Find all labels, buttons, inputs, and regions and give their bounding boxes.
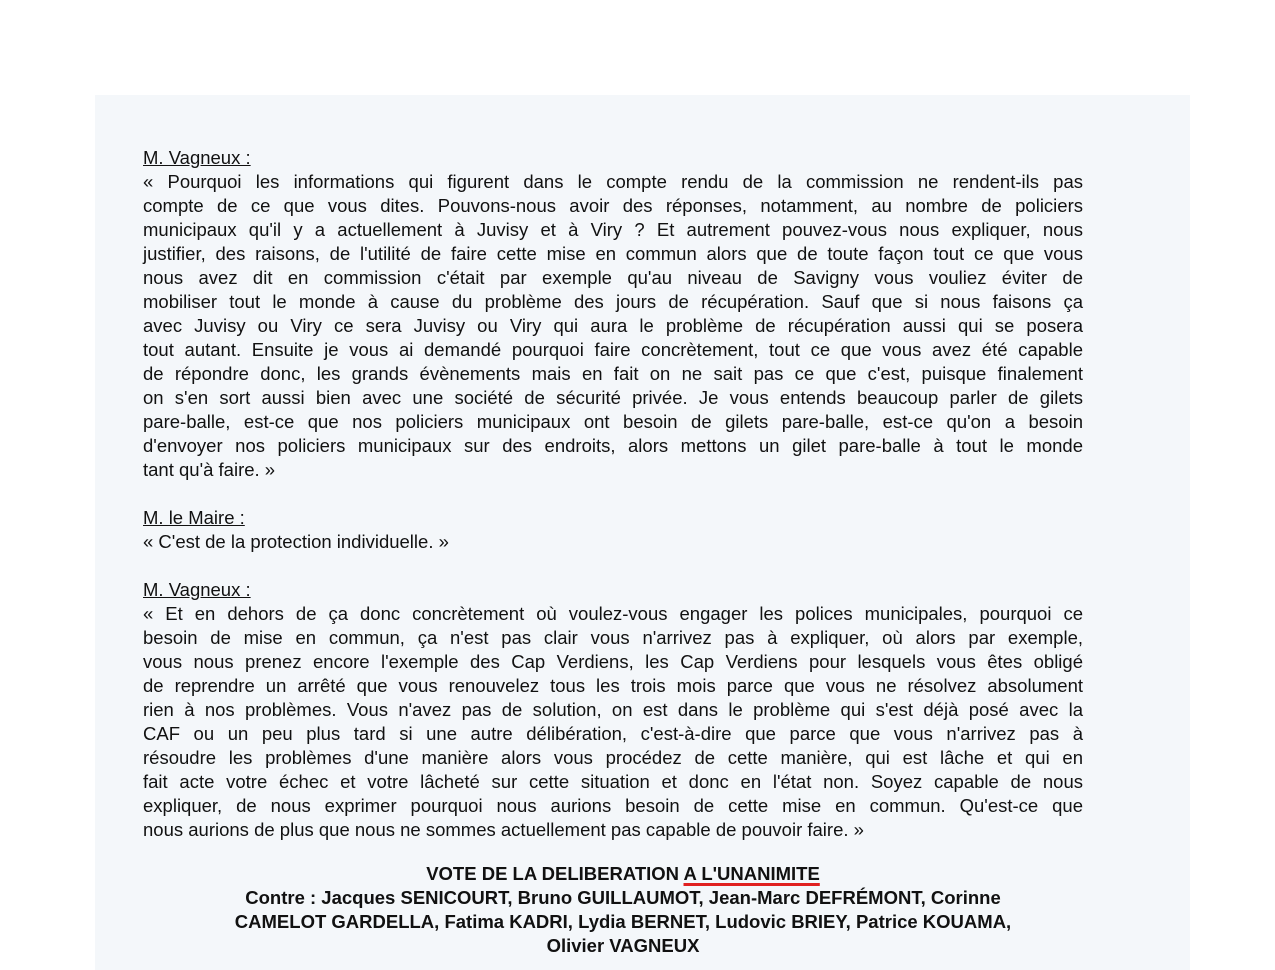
speech-line: fait acte votre échec et votre lâcheté sur cette situation et donc en l'état non. Soyez capable de nous xyxy=(143,771,1083,792)
speech-line: « Pourquoi les informations qui figurent dans le compte rendu de la commission ne rendent-ils pas xyxy=(143,171,1083,192)
document-body xyxy=(143,146,1083,842)
speaker-label: M. Vagneux : xyxy=(143,147,251,168)
vote-against-line: Olivier VAGNEUX xyxy=(546,935,700,956)
speech-line: « Et en dehors de ça donc concrètement où voulez-vous engager les polices municipales, pourquoi ce xyxy=(143,603,1083,624)
speech-line: expliquer, de nous exprimer pourquoi nous aurions besoin de cette mise en commun. Qu'est-ce que xyxy=(143,795,1083,816)
speech-line: tout autant. Ensuite je vous ai demandé pourquoi faire concrètement, tout ce que vous avez été capable xyxy=(143,339,1083,360)
speaker-label: M. le Maire : xyxy=(143,507,245,528)
paragraph-gap xyxy=(143,482,1083,506)
paragraph-gap xyxy=(143,554,1083,578)
speech-line: municipaux qu'il y a actuellement à Juvisy et à Viry ? Et autrement pouvez-vous nous expliquer, nous xyxy=(143,219,1083,240)
speech-line: de répondre donc, les grands évènements mais en fait on ne sait pas ce que c'est, puisque finalement xyxy=(143,363,1083,384)
vote-result xyxy=(143,862,1103,958)
speech-line: pare-balle, est-ce que nos policiers municipaux ont besoin de gilets pare-balle, est-ce qu'on a besoin xyxy=(143,411,1083,432)
speech-line: de reprendre un arrêté que vous renouvelez tous les trois mois parce que vous ne résolvez absolument xyxy=(143,675,1083,696)
speech-line: vous nous prenez encore l'exemple des Cap Verdiens, les Cap Verdiens pour lesquels vous êtes obligé xyxy=(143,651,1083,672)
speech-line: tant qu'à faire. » xyxy=(143,459,276,480)
vote-title: VOTE DE LA DELIBERATION A L'UNANIMITE xyxy=(426,863,820,884)
speech-line: avec Juvisy ou Viry ce sera Juvisy ou Viry qui aura le problème de récupération aussi qui se posera xyxy=(143,315,1083,336)
speech-line: CAF ou un peu plus tard si une autre délibération, c'est-à-dire que parce que vous n'arrivez pas à xyxy=(143,723,1083,744)
vote-against-line: Contre : Jacques SENICOURT, Bruno GUILLAUMOT, Jean-Marc DEFRÉMONT, Corinne xyxy=(245,887,1001,908)
vote-result-unanimity: A L'UNANIMITE xyxy=(683,863,820,884)
speech-line: mobiliser tout le monde à cause du problème des jours de récupération. Sauf que si nous faisons ça xyxy=(143,291,1083,312)
speech-line: nous aurions de plus que nous ne sommes actuellement pas capable de pouvoir faire. » xyxy=(143,819,864,840)
speech-line: rien à nos problèmes. Vous n'avez pas de solution, on est dans le problème qui s'est déjà posé avec la xyxy=(143,699,1083,720)
speech-line: résoudre les problèmes d'une manière alors vous procédez de cette manière, qui est lâche et qui en xyxy=(143,747,1083,768)
speech-line: on s'en sort aussi bien avec une société de sécurité privée. Je vous entends beaucoup parler de gilets xyxy=(143,387,1083,408)
speech-line: d'envoyer nos policiers municipaux sur des endroits, alors mettons un gilet pare-balle à tout le monde xyxy=(143,435,1083,456)
speech-line: justifier, des raisons, de l'utilité de faire cette mise en commun alors que de toute façon tout ce que vous xyxy=(143,243,1083,264)
speech-line: nous avez dit en commission c'était par exemple qu'au niveau de Savigny vous vouliez éviter de xyxy=(143,267,1083,288)
speaker-label: M. Vagneux : xyxy=(143,579,251,600)
vote-against-line: CAMELOT GARDELLA, Fatima KADRI, Lydia BERNET, Ludovic BRIEY, Patrice KOUAMA, xyxy=(234,911,1012,932)
speech-line: compte de ce que vous dites. Pouvons-nous avoir des réponses, notamment, au nombre de policiers xyxy=(143,195,1083,216)
speech-line: besoin de mise en commun, ça n'est pas clair vous n'arrivez pas à expliquer, où alors par exemple, xyxy=(143,627,1083,648)
speech-line: « C'est de la protection individuelle. » xyxy=(143,531,449,552)
